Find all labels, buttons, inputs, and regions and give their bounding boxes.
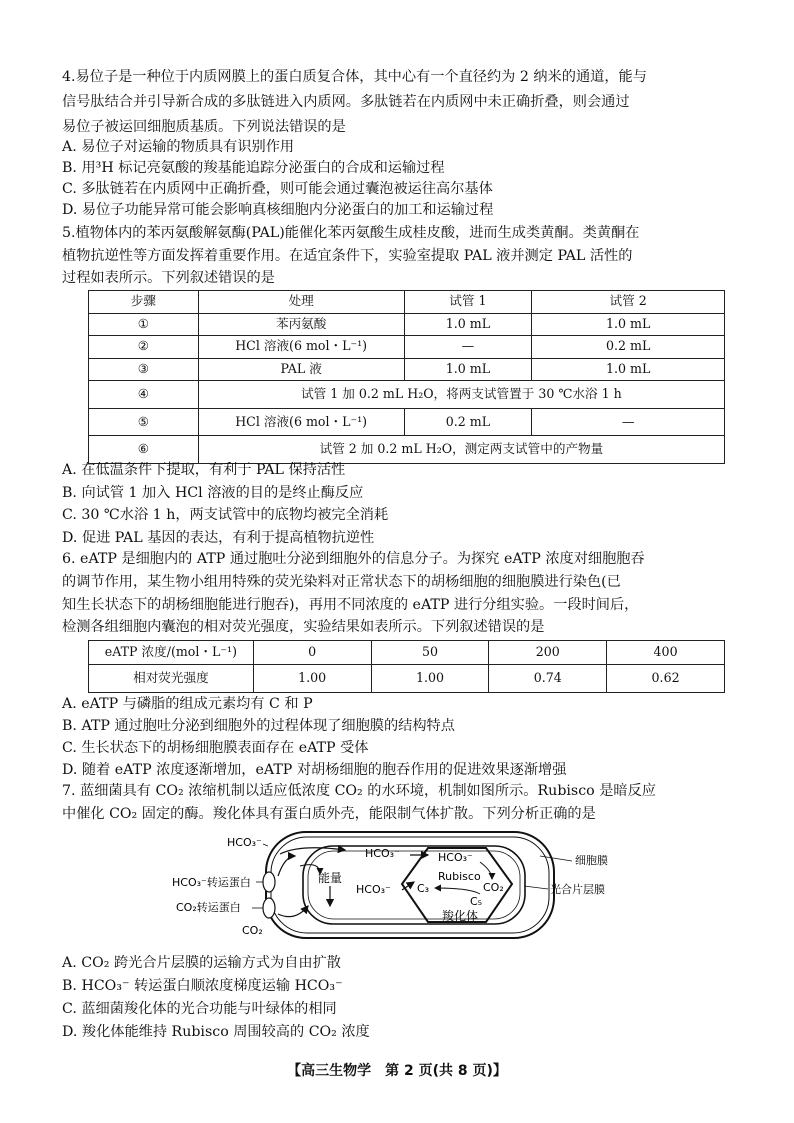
q5-stem-line1: 5.植物体内的苯丙氨酸解氨酶(PAL)能催化苯丙氨酸生成桂皮酸，进而生成类黄酮。类黄酮在 — [62, 225, 640, 241]
hco3-transporter — [263, 872, 275, 892]
table-cell: 1.0 mL — [404, 313, 532, 336]
q6-option-c: C. 生长状态下的胡杨细胞膜表面存在 eATP 受体 — [62, 740, 369, 756]
q4-stem-line3: 易位子被运回细胞质基质。下列说法错误的是 — [62, 119, 346, 135]
q7-stem-line1: 7. 蓝细菌具有 CO₂ 浓缩机制以适应低浓度 CO₂ 的水环境，机制如图所示。Rubisco 是暗反应 — [62, 783, 656, 799]
q7-option-b: B. HCO₃⁻ 转运蛋白顺浓度梯度运输 HCO₃⁻ — [62, 978, 343, 994]
table-header-row — [89, 291, 725, 314]
q5-option-b: B. 向试管 1 加入 HCl 溶液的目的是终止酶反应 — [62, 485, 364, 501]
table-cell: 1.0 mL — [532, 358, 725, 381]
table-cell: 试管 1 加 0.2 mL H₂O，将两支试管置于 30 ℃水浴 1 h — [198, 381, 724, 409]
q4-option-d: D. 易位子功能异常可能会影响真核细胞内分泌蛋白的加工和运输过程 — [62, 202, 494, 218]
co2-transporter-label: CO₂转运蛋白 — [176, 901, 241, 914]
table-cell: 0.74 — [489, 665, 607, 693]
table-cell: 1.0 mL — [532, 313, 725, 336]
q7-option-a: A. CO₂ 跨光合片层膜的运输方式为自由扩散 — [62, 955, 341, 971]
q6-table — [88, 640, 725, 693]
table-header: 试管 1 — [404, 291, 532, 314]
table-cell: 200 — [489, 641, 607, 665]
q6-option-d: D. 随着 eATP 浓度逐渐增加，eATP 对胡杨细胞的胞吞作用的促进效果逐渐增强 — [62, 762, 567, 778]
table-cell: 0.2 mL — [404, 409, 532, 436]
table-cell: 50 — [371, 641, 489, 665]
table-row — [89, 381, 725, 409]
q5-option-a: A. 在低温条件下提取，有利于 PAL 保持活性 — [62, 462, 346, 478]
q4-stem-line1: 4.易位子是一种位于内质网膜上的蛋白质复合体，其中心有一个直径约为 2 纳米的通道，能与 — [62, 69, 647, 85]
q4-option-c: C. 多肽链若在内质网中正确折叠，则可能会通过囊泡被运往高尔基体 — [62, 181, 493, 197]
table-cell: ⑤ — [89, 409, 199, 436]
table-cell: ② — [89, 336, 199, 359]
table-header: 步骤 — [89, 291, 199, 314]
q4-option-b: B. 用³H 标记亮氨酸的羧基能追踪分泌蛋白的合成和运输过程 — [62, 160, 445, 176]
q6-stem-line2: 的调节作用，某生物小组用特殊的荧光染料对正常状态下的胡杨细胞的细胞膜进行染色(已 — [62, 574, 621, 590]
hco3-carboxysome-label: HCO₃⁻ — [438, 851, 473, 864]
table-cell: ④ — [89, 381, 199, 409]
hco3-outside-label: HCO₃⁻ — [227, 836, 262, 849]
co2-transporter — [263, 898, 275, 918]
q7-option-d: D. 羧化体能维持 Rubisco 周围较高的 CO₂ 浓度 — [62, 1024, 370, 1040]
q6-stem-line3: 知生长状态下的胡杨细胞能进行胞吞)，再用不同浓度的 eATP 进行分组实验。一段时间后， — [62, 597, 639, 613]
energy-label: 能量 — [318, 871, 343, 885]
table-row — [89, 409, 725, 436]
q5-stem-line3: 过程如表所示。下列叙述错误的是 — [62, 270, 275, 286]
q6-stem-line4: 检测各组细胞内囊泡的相对荧光强度，实验结果如表所示。下列叙述错误的是 — [62, 619, 545, 635]
table-cell: 相对荧光强度 — [89, 665, 254, 693]
c5-label: C₅ — [470, 895, 483, 908]
table-row — [89, 358, 725, 381]
table-row — [89, 436, 725, 464]
table-row — [89, 665, 725, 693]
table-cell: 0.62 — [607, 665, 725, 693]
c3-label: C₃ — [417, 882, 430, 895]
table-cell: 1.0 mL — [404, 358, 532, 381]
q5-option-d: D. 促进 PAL 基因的表达，有利于提高植物抗逆性 — [62, 530, 375, 546]
co2-outside-label: CO₂ — [242, 924, 263, 937]
hco3-cytoplasm-top-label: HCO₃⁻ — [365, 847, 400, 860]
table-header: 处理 — [198, 291, 404, 314]
hco3-cytoplasm-bottom-label: HCO₃⁻ — [356, 883, 391, 896]
table-row — [89, 641, 725, 665]
table-cell: 400 — [607, 641, 725, 665]
table-cell: 试管 2 加 0.2 mL H₂O，测定两支试管中的产物量 — [198, 436, 724, 464]
table-cell: ⑥ — [89, 436, 199, 464]
carboxysome-label: 羧化体 — [442, 909, 479, 923]
co2-concentrating-mechanism-diagram — [170, 826, 630, 944]
table-cell: HCl 溶液(6 mol・L⁻¹) — [198, 409, 404, 436]
table-cell: ① — [89, 313, 199, 336]
q6-option-a: A. eATP 与磷脂的组成元素均有 C 和 P — [62, 696, 313, 712]
table-header: 试管 2 — [532, 291, 725, 314]
q5-option-c: C. 30 ℃水浴 1 h，两支试管中的底物均被完全消耗 — [62, 507, 389, 523]
cell-membrane-label: 细胞膜 — [575, 854, 608, 867]
q4-stem-line2: 信号肽结合并引导新合成的多肽链进入内质网。多肽链若在内质网中未正确折叠，则会通过 — [62, 94, 630, 110]
table-cell: eATP 浓度/(mol・L⁻¹) — [89, 641, 254, 665]
table-cell: HCl 溶液(6 mol・L⁻¹) — [198, 336, 404, 359]
table-cell: 1.00 — [371, 665, 489, 693]
rubisco-label: Rubisco — [438, 870, 481, 883]
table-row — [89, 336, 725, 359]
q6-option-b: B. ATP 通过胞吐分泌到细胞外的过程体现了细胞膜的结构特点 — [62, 718, 455, 734]
table-cell: 0.2 mL — [532, 336, 725, 359]
table-cell: — — [532, 409, 725, 436]
q7-stem-line2: 中催化 CO₂ 固定的酶。羧化体具有蛋白质外壳，能限制气体扩散。下列分析正确的是 — [62, 806, 596, 822]
co2-carboxysome-label: CO₂ — [483, 881, 504, 894]
q6-stem-line1: 6. eATP 是细胞内的 ATP 通过胞吐分泌到细胞外的信息分子。为探究 eATP 浓度对细胞胞吞 — [62, 551, 645, 567]
table-row — [89, 313, 725, 336]
table-cell: 0 — [253, 641, 371, 665]
q5-stem-line2: 植物抗逆性等方面发挥着重要作用。在适宜条件下，实验室提取 PAL 液并测定 PAL 活性的 — [62, 248, 633, 264]
table-cell: 苯丙氨酸 — [198, 313, 404, 336]
thylakoid-membrane-label: 光合片层膜 — [550, 883, 605, 896]
q7-option-c: C. 蓝细菌羧化体的光合功能与叶绿体的相同 — [62, 1001, 337, 1017]
q5-table — [88, 290, 725, 464]
table-cell: 1.00 — [253, 665, 371, 693]
table-cell: — — [404, 336, 532, 359]
table-cell: ③ — [89, 358, 199, 381]
page-footer: 【高三生物学 第 2 页(共 8 页)】 — [287, 1063, 507, 1079]
q4-option-a: A. 易位子对运输的物质具有识别作用 — [62, 139, 295, 155]
table-cell: PAL 液 — [198, 358, 404, 381]
hco3-transporter-label: HCO₃⁻转运蛋白 — [172, 876, 251, 889]
